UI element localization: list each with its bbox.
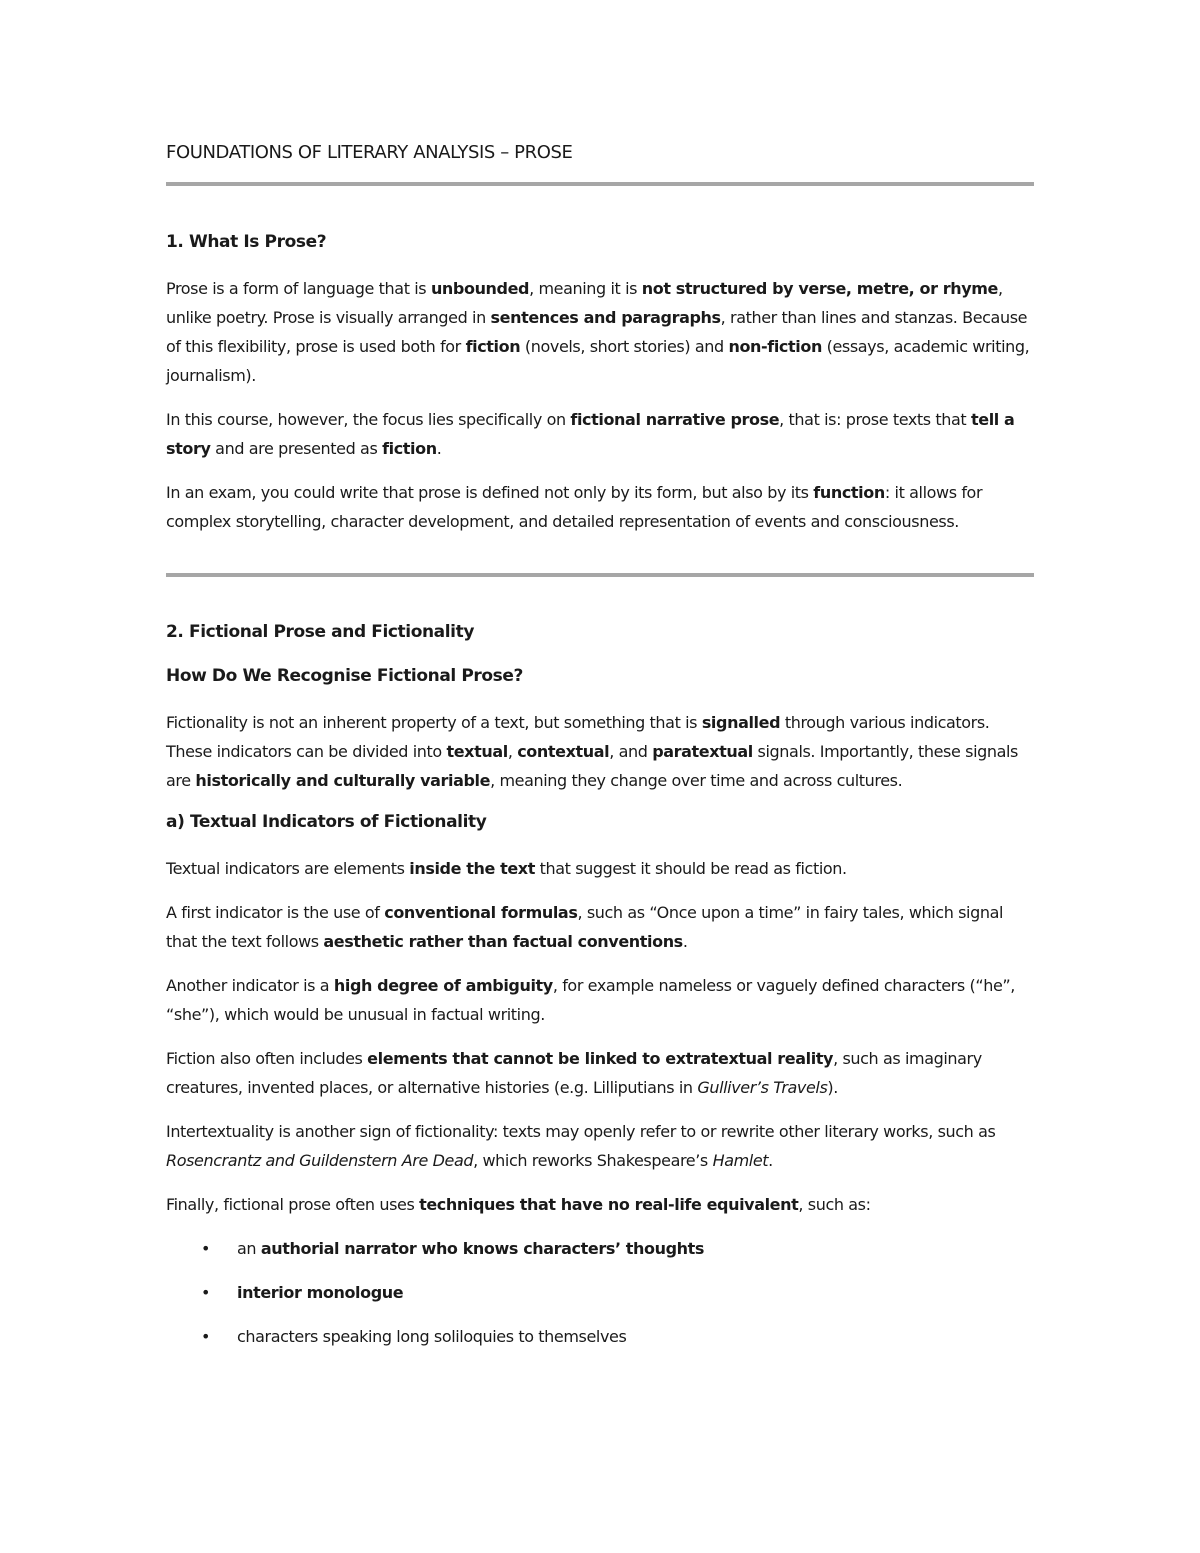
bold-text: fiction	[382, 439, 437, 458]
text-run: Fictionality is not an inherent property of a text, but something that is	[166, 713, 702, 732]
list-item	[166, 1234, 1034, 1263]
text-run: .	[436, 439, 442, 458]
paragraph	[166, 1190, 1034, 1219]
text-run: , and	[609, 742, 653, 761]
text-run: , rather than lines and stanzas. Because of this flexibility, prose is used both for	[166, 308, 1028, 356]
text-run: ,	[507, 742, 518, 761]
text-run: Textual indicators are elements	[166, 859, 410, 878]
paragraph	[166, 708, 1034, 795]
bold-text: unbounded	[430, 279, 530, 298]
paragraph	[166, 274, 1034, 390]
text-run: , such as imaginary creatures, invented places, or alternative histories (e.g. Lilliputians in	[166, 1049, 982, 1097]
bold-text: fiction	[465, 337, 521, 356]
text-run: Prose is a form of language that is	[166, 279, 431, 298]
subsection-heading: a) Textual Indicators of Fictionality	[166, 812, 487, 832]
section-fictional-prose	[166, 620, 1034, 1366]
text-run: .	[768, 1151, 773, 1170]
text-run: signals. Importantly, these signals are	[166, 742, 1018, 790]
text-run: Intertextuality is another sign of fictionality: texts may openly refer to or rewrite other literary works, such as	[166, 1122, 996, 1141]
bold-text: authorial narrator who knows characters’ thoughts	[260, 1239, 705, 1258]
list-item	[166, 1278, 1034, 1307]
text-run: characters speaking long soliloquies to themselves	[237, 1327, 627, 1346]
bold-text: interior monologue	[237, 1283, 404, 1302]
text-run: , that is: prose texts that	[779, 410, 971, 429]
bold-text: not structured by verse, metre, or rhyme	[641, 279, 999, 298]
text-run: : it allows for complex storytelling, character development, and detailed representation of events and consciousness.	[166, 483, 983, 531]
document-title: FOUNDATIONS OF LITERARY ANALYSIS – PROSE	[166, 142, 573, 163]
bold-text: techniques that have no real-life equivalent	[419, 1195, 799, 1214]
text-run: that suggest it should be read as fiction.	[534, 859, 847, 878]
text-run: ).	[827, 1078, 838, 1097]
paragraph	[166, 898, 1034, 956]
bold-text: tell a story	[166, 410, 1015, 458]
text-run: Finally, fictional prose often uses	[166, 1195, 420, 1214]
text-run: In this course, however, the focus lies specifically on	[166, 410, 571, 429]
bold-text: high degree of ambiguity	[333, 976, 553, 995]
text-run: , meaning they change over time and across cultures.	[490, 771, 903, 790]
text-run: Another indicator is a	[166, 976, 334, 995]
text-run: In an exam, you could write that prose is defined not only by its form, but also by its	[166, 483, 814, 502]
paragraph	[166, 405, 1034, 463]
section-what-is-prose	[166, 230, 1034, 551]
bold-text: inside the text	[409, 859, 535, 878]
section-heading: 1. What Is Prose?	[166, 232, 327, 252]
text-run: , such as “Once upon a time” in fairy tales, which signal that the text follows	[166, 903, 1004, 951]
text-run: Fiction also often includes	[166, 1049, 368, 1068]
text-run: , unlike poetry. Prose is visually arranged in	[166, 279, 1003, 327]
italic-title: Gulliver’s Travels	[697, 1078, 828, 1097]
italic-title: Hamlet	[712, 1151, 769, 1170]
bullet-icon: •	[201, 1239, 211, 1258]
text-run: , for example nameless or vaguely defined characters (“he”, “she”), which would be unusual in factual writing.	[166, 976, 1015, 1024]
bullet-list	[166, 1234, 1034, 1351]
section-divider	[166, 573, 1034, 577]
bold-text: aesthetic rather than factual conventions	[323, 932, 683, 951]
text-run: .	[682, 932, 688, 951]
bullet-icon: •	[201, 1283, 211, 1302]
text-run: an	[237, 1239, 261, 1258]
text-run: and are presented as	[210, 439, 383, 458]
bold-text: contextual	[517, 742, 610, 761]
text-run: , which reworks Shakespeare’s	[473, 1151, 713, 1170]
paragraph	[166, 478, 1034, 536]
bold-text: conventional formulas	[384, 903, 578, 922]
italic-title: Rosencrantz and Guildenstern Are Dead	[166, 1151, 474, 1170]
paragraph	[166, 1117, 1034, 1175]
text-run: (novels, short stories) and	[520, 337, 729, 356]
subsection-heading: How Do We Recognise Fictional Prose?	[166, 666, 523, 686]
bold-text: function	[813, 483, 885, 502]
bold-text: textual	[446, 742, 508, 761]
text-run: (essays, academic writing, journalism).	[166, 337, 1030, 385]
bold-text: signalled	[701, 713, 781, 732]
bold-text: non-fiction	[728, 337, 822, 356]
list-item	[166, 1322, 1034, 1351]
text-run: A first indicator is the use of	[166, 903, 385, 922]
paragraph	[166, 971, 1034, 1029]
section-divider	[166, 182, 1034, 186]
bold-text: sentences and paragraphs	[490, 308, 721, 327]
list-item-text	[237, 1283, 403, 1302]
list-item-text	[237, 1239, 704, 1258]
section-heading: 2. Fictional Prose and Fictionality	[166, 622, 475, 642]
bold-text: elements that cannot be linked to extratextual reality	[367, 1049, 834, 1068]
text-run: through various indicators. These indicators can be divided into	[166, 713, 990, 761]
text-run: , such as:	[798, 1195, 871, 1214]
paragraph	[166, 1044, 1034, 1102]
list-item-text	[237, 1327, 626, 1346]
bold-text: historically and culturally variable	[195, 771, 491, 790]
text-run: , meaning it is	[529, 279, 642, 298]
bold-text: fictional narrative prose	[570, 410, 780, 429]
bold-text: paratextual	[652, 742, 753, 761]
paragraph	[166, 854, 1034, 883]
bullet-icon: •	[201, 1327, 211, 1346]
